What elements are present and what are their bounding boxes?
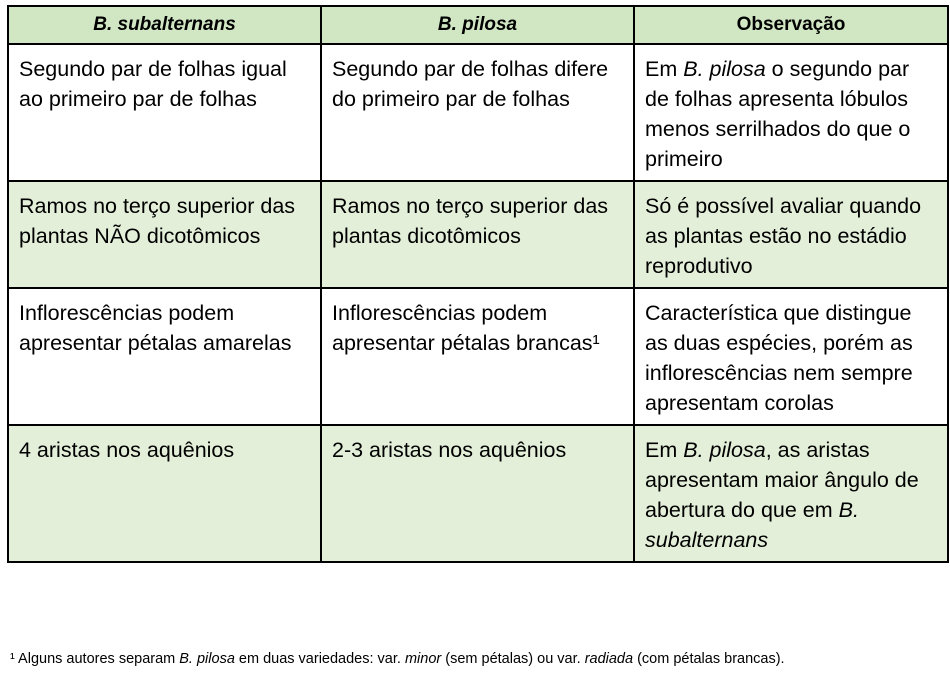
table-row <box>8 181 948 288</box>
cell-b-subalternans: Inflorescências podem apresentar pétalas amarelas <box>8 288 321 425</box>
text-run: ¹ Alguns autores separam <box>10 651 180 667</box>
cell-observacao <box>634 288 948 425</box>
text-run: (sem pétalas) ou var. <box>441 651 585 667</box>
table-row <box>8 288 948 425</box>
text-run: Em <box>645 57 684 81</box>
text-run: (com pétalas brancas). <box>633 651 785 667</box>
cell-b-pilosa: Ramos no terço superior das plantas dicotômicos <box>321 181 634 288</box>
italic-text-run: B. subalternans <box>645 498 859 552</box>
text-run: em duas variedades: var. <box>234 651 405 667</box>
italic-text-run: B. pilosa <box>179 651 235 667</box>
italic-text-run: radiada <box>584 651 634 667</box>
italic-text-run: B. pilosa <box>683 438 766 462</box>
italic-text-run: minor <box>404 651 442 667</box>
text-run: Só é possível avaliar quando as plantas estão no estádio reprodutivo <box>645 194 922 278</box>
header-row <box>8 6 948 44</box>
text-run: Em <box>645 438 684 462</box>
table-row <box>8 425 948 562</box>
cell-b-pilosa: 2-3 aristas nos aquênios <box>321 425 634 562</box>
cell-observacao <box>634 181 948 288</box>
italic-text-run: B. pilosa <box>683 57 766 81</box>
header-b-subalternans: B. subalternans <box>8 6 321 44</box>
cell-b-subalternans: Segundo par de folhas igual ao primeiro par de folhas <box>8 44 321 181</box>
header-observacao: Observação <box>634 6 948 44</box>
table-row <box>8 44 948 181</box>
cell-b-subalternans: Ramos no terço superior das plantas NÃO dicotômicos <box>8 181 321 288</box>
cell-b-subalternans: 4 aristas nos aquênios <box>8 425 321 562</box>
cell-b-pilosa: Segundo par de folhas difere do primeiro par de folhas <box>321 44 634 181</box>
cell-observacao <box>634 44 948 181</box>
footnote <box>10 650 785 668</box>
text-run: o segundo par de folhas apresenta lóbulos menos serrilhados do que o primeiro <box>645 57 911 171</box>
header-b-pilosa: B. pilosa <box>321 6 634 44</box>
comparison-table <box>7 5 949 563</box>
cell-observacao <box>634 425 948 562</box>
text-run: Característica que distingue as duas espécies, porém as inflorescências nem sempre apresentam corolas <box>645 301 913 415</box>
text-run: , as aristas apresentam maior ângulo de abertura do que em <box>645 438 919 522</box>
cell-b-pilosa: Inflorescências podem apresentar pétalas brancas¹ <box>321 288 634 425</box>
